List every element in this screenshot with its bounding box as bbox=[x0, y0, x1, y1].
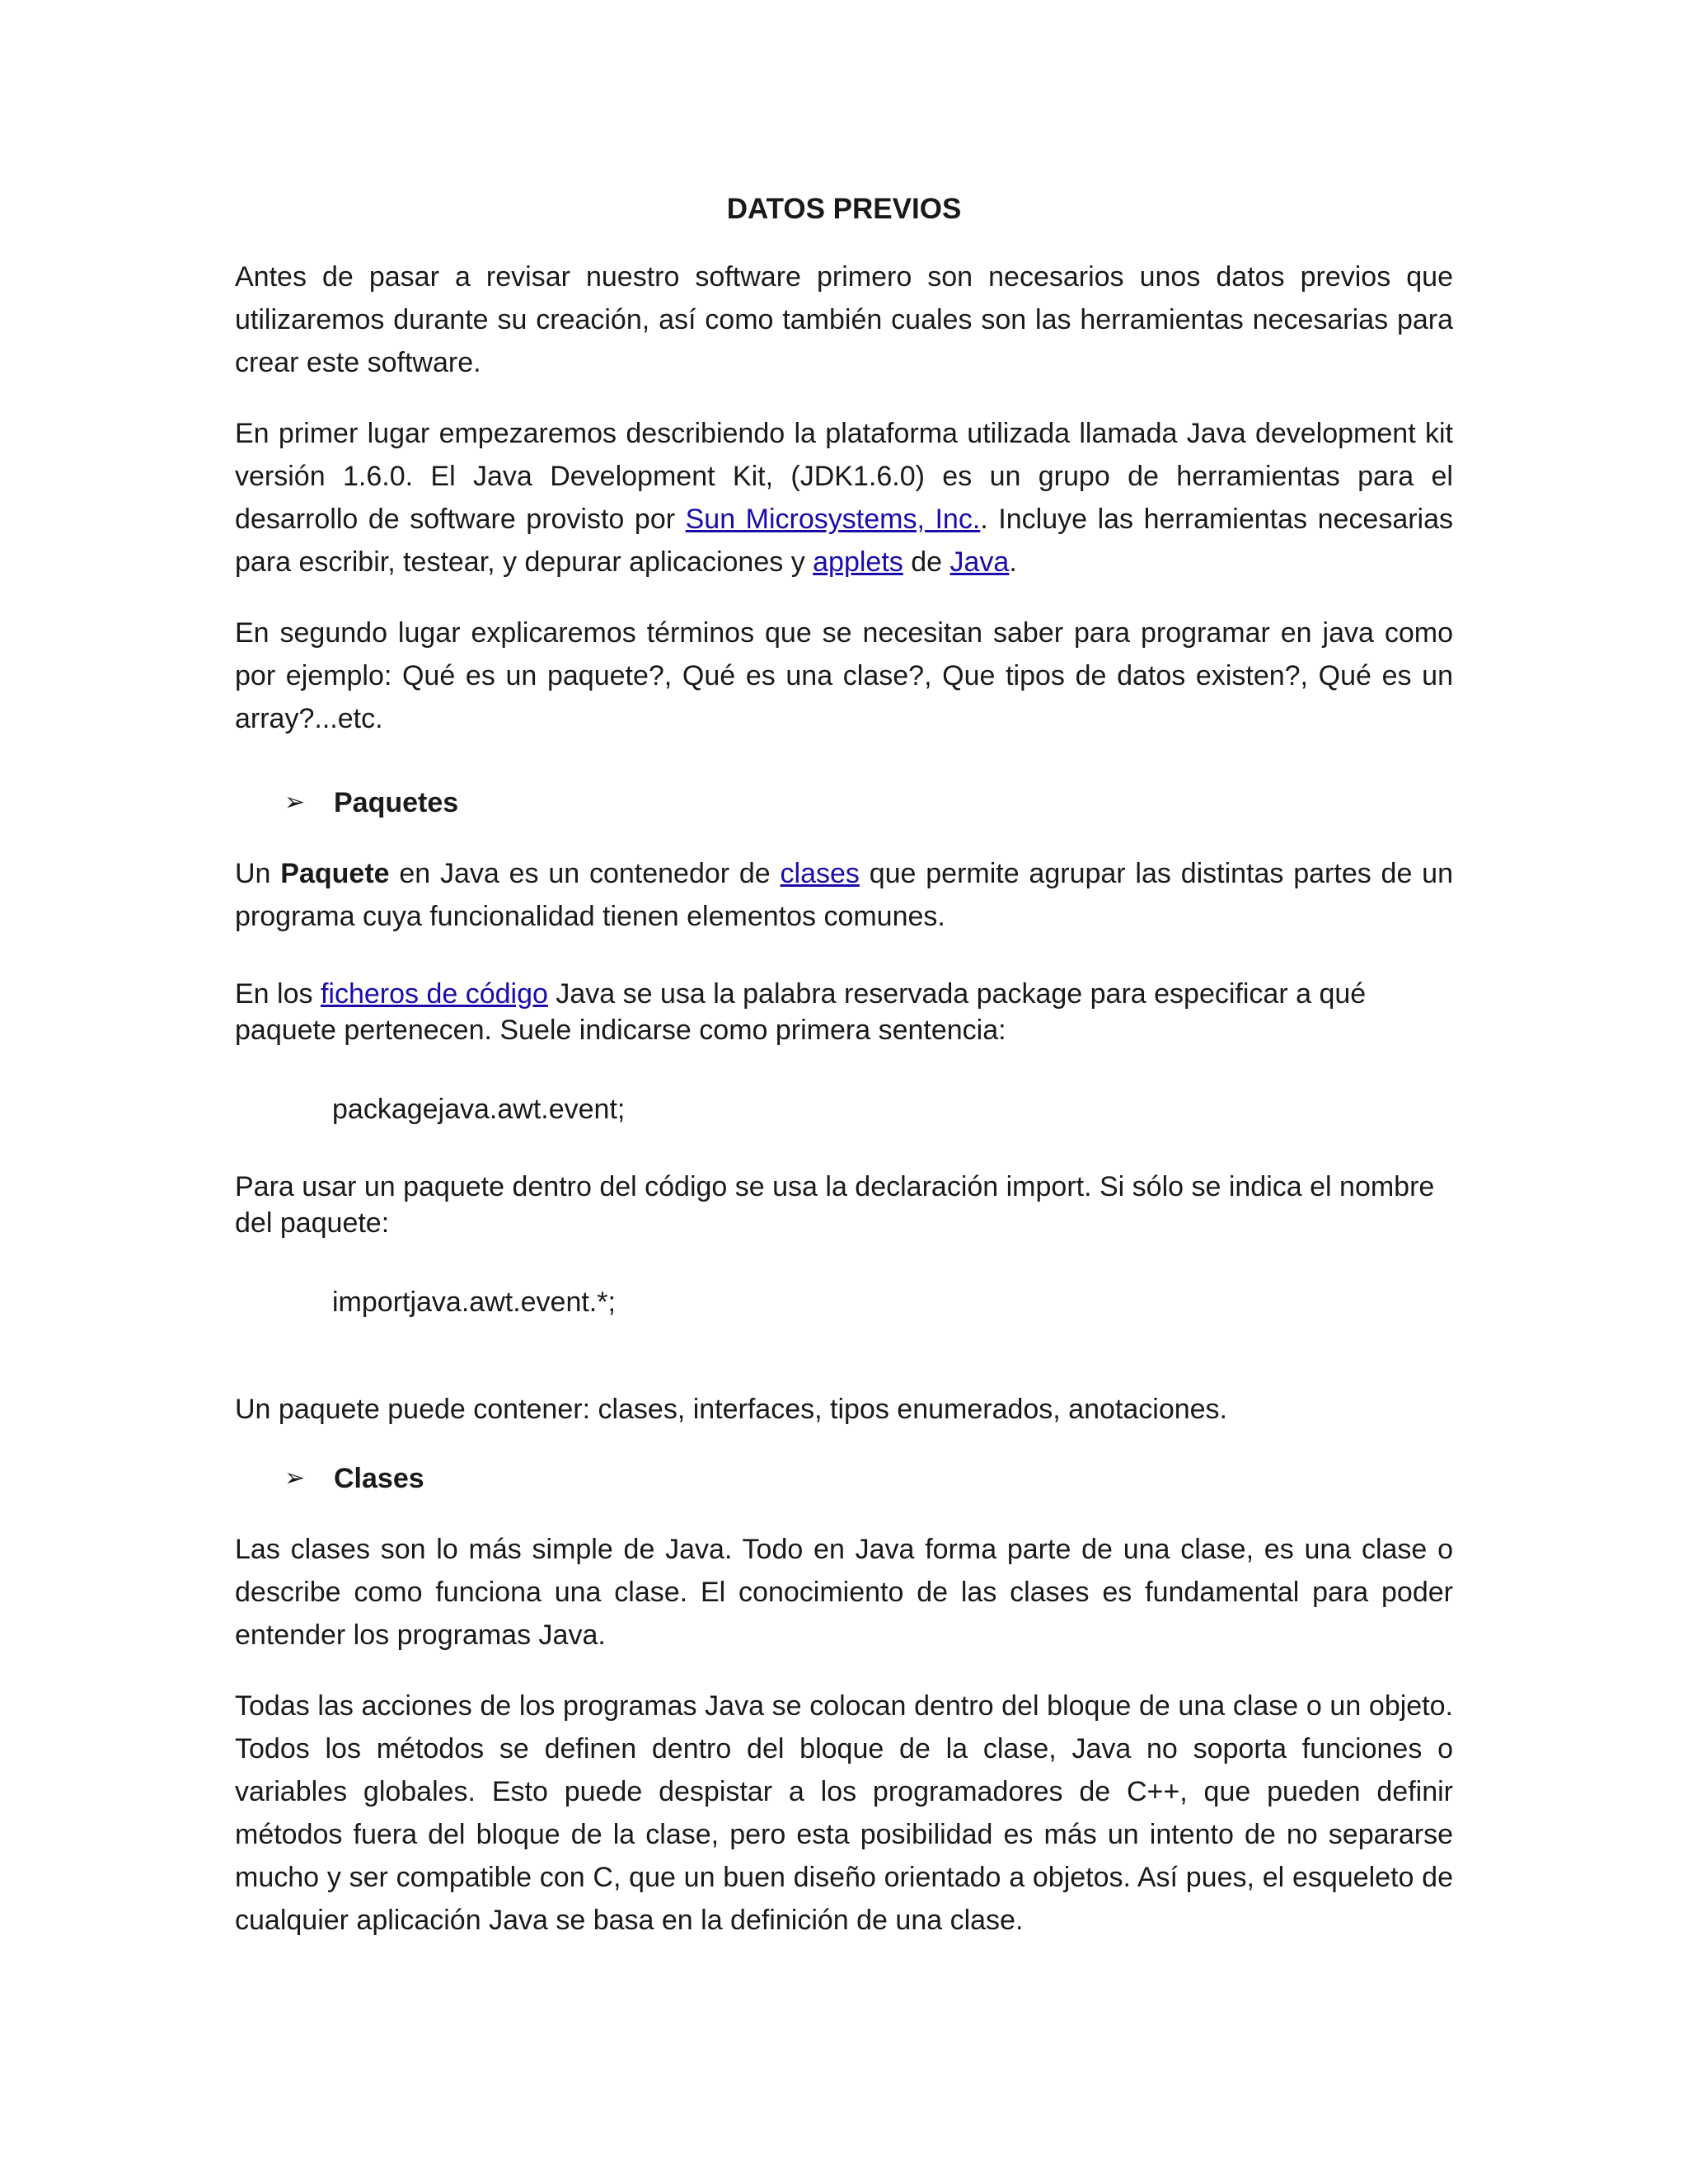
document-page bbox=[235, 188, 1453, 1942]
arrowhead-bullet-icon: ➢ bbox=[284, 1465, 306, 1492]
clases-heading bbox=[284, 1457, 1453, 1500]
clases-intro-paragraph: Las clases son lo más simple de Java. Todo en Java forma parte de una clase, es una clase o describe como funciona una clase. El conocimiento de las clases es fundamental para poder entender los programas Java. bbox=[235, 1534, 1453, 1651]
package-text-start: En los bbox=[235, 978, 321, 1010]
paquete-definition-paragraph bbox=[235, 852, 1453, 938]
jdk-text-before: En primer lugar empezaremos describiendo la plataforma utilizada llamada Java development kit versión 1.6.0. El Java Development Kit, (JDK1.6.0) es un grupo de herramientas para el desarrollo de software provisto por bbox=[235, 418, 1453, 535]
package-contents-paragraph: Un paquete puede contener: clases, interfaces, tipos enumerados, anotaciones. bbox=[235, 1394, 1227, 1425]
paquete-bold-term: Paquete bbox=[280, 858, 390, 889]
jdk-text-end: . bbox=[1009, 546, 1017, 578]
ficheros-de-codigo-link[interactable]: ficheros de código bbox=[320, 978, 548, 1010]
import-code-line: importjava.awt.event.*; bbox=[332, 1286, 616, 1318]
clases-heading-label: Clases bbox=[334, 1463, 424, 1494]
import-paragraph: Para usar un paquete dentro del código se usa la declaración import. Si sólo se indica el nombre del paquete: bbox=[235, 1171, 1435, 1239]
paquete-text-mid: en Java es un contenedor de bbox=[389, 858, 781, 889]
package-text-end: Java se usa la palabra reservada package para especificar a qué paquete pertenecen. Suele indicarse como primera sentencia: bbox=[235, 978, 1367, 1046]
java-link[interactable]: Java bbox=[950, 546, 1010, 578]
paquetes-heading-label: Paquetes bbox=[334, 787, 459, 818]
paquete-text-end: que permite agrupar las distintas partes de un programa cuya funcionalidad tienen elementos comunes. bbox=[235, 858, 1453, 932]
sun-microsystems-link[interactable]: Sun Microsystems, Inc. bbox=[685, 504, 981, 535]
clases-link[interactable]: clases bbox=[780, 858, 860, 889]
applets-link[interactable]: applets bbox=[813, 546, 903, 578]
paquetes-heading bbox=[284, 781, 1453, 824]
terms-paragraph: En segundo lugar explicaremos términos que se necesitan saber para programar en java como por ejemplo: Qué es un paquete?, Qué es una clase?, Que tipos de datos existen?, Qué es un array?...etc. bbox=[235, 617, 1453, 734]
document-title: DATOS PREVIOS bbox=[726, 193, 962, 225]
arrowhead-bullet-icon: ➢ bbox=[284, 789, 306, 816]
clases-detail-paragraph: Todas las acciones de los programas Java se colocan dentro del bloque de una clase o un objeto. Todos los métodos se definen dentro del bloque de la clase, Java no soporta funciones o variables globales. Esto puede despistar a los programadores de C++, que pueden definir métodos fuera del bloque de la clase, pero esta posibilidad es más un intento de no separarse mucho y ser compatible con C, que un buen diseño orientado a objetos. Así pues, el esqueleto de cualquier aplicación Java se basa en la definición de una clase. bbox=[235, 1690, 1453, 1936]
package-keyword-paragraph bbox=[235, 976, 1453, 1048]
package-code-line: packagejava.awt.event; bbox=[332, 1094, 626, 1125]
paquete-text-un: Un bbox=[235, 858, 281, 889]
jdk-text-de: de bbox=[903, 546, 950, 578]
intro-paragraph: Antes de pasar a revisar nuestro software primero son necesarios unos datos previos que utilizaremos durante su creación, así como también cuales son las herramientas necesarias para crear este software. bbox=[235, 261, 1453, 378]
jdk-paragraph bbox=[235, 412, 1453, 583]
jdk-text-mid: . Incluye las herramientas necesarias para escribir, testear, y depurar aplicaciones y bbox=[235, 504, 1454, 578]
